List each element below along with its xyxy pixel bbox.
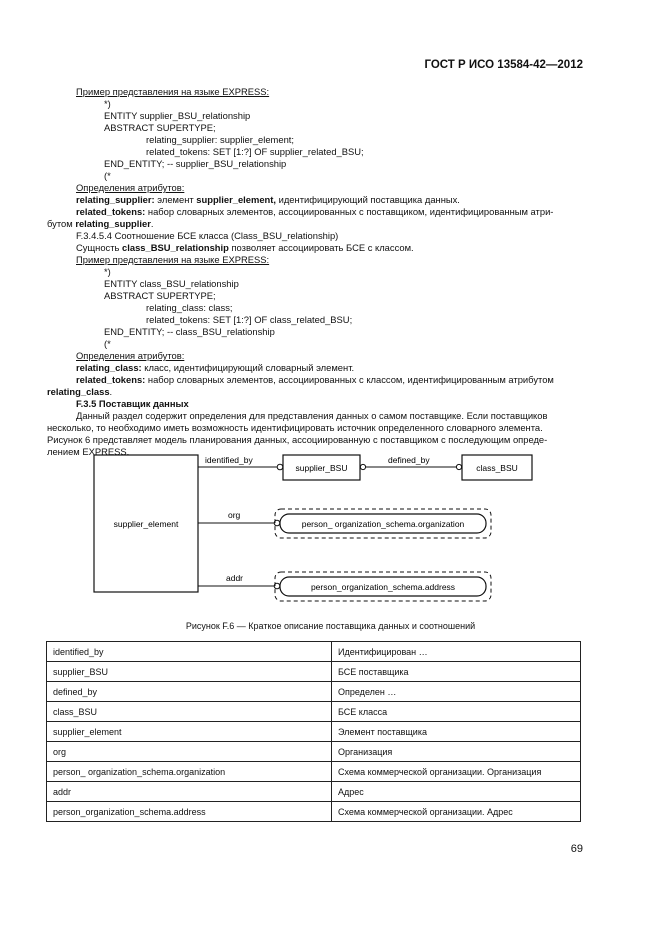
code-line: relating_supplier: supplier_element; xyxy=(146,134,295,145)
example-heading: Пример представления на языке EXPRESS: xyxy=(76,254,270,265)
code-line: relating_class: class; xyxy=(146,302,233,313)
term-cell: org xyxy=(47,742,332,762)
org-label: org xyxy=(228,510,241,520)
attr-text: . xyxy=(150,218,154,229)
attr-term: related_tokens: xyxy=(76,374,146,385)
section-heading: F.3.4.5.4 Соотношение БСЕ класса (Class_BSU_relationship) xyxy=(76,230,339,241)
table-row xyxy=(47,762,581,782)
code-line: *) xyxy=(104,266,111,277)
table-row xyxy=(47,722,581,742)
term-cell: class_BSU xyxy=(47,702,332,722)
document-header: ГОСТ Р ИСО 13584-42—2012 xyxy=(424,59,583,71)
attr-term: relating_supplier: xyxy=(76,194,155,205)
table-row xyxy=(47,702,581,722)
translation-cell: Организация xyxy=(332,742,581,762)
defined-by-label: defined_by xyxy=(388,455,430,465)
translation-cell: Адрес xyxy=(332,782,581,802)
code-line: END_ENTITY; -- supplier_BSU_relationship xyxy=(104,158,287,169)
paragraph-line: лением EXPRESS. xyxy=(47,446,130,457)
entity-name: class_BSU_relationship xyxy=(122,242,229,253)
code-line: ABSTRACT SUPERTYPE; xyxy=(104,122,216,133)
supplier-element-label: supplier_element xyxy=(113,519,179,529)
translation-cell: Схема коммерческой организации. Адрес xyxy=(332,802,581,822)
translation-cell: Элемент поставщика xyxy=(332,722,581,742)
term-cell: person_organization_schema.address xyxy=(47,802,332,822)
page-number: 69 xyxy=(570,843,583,855)
code-line: *) xyxy=(104,98,111,109)
attr-text: набор словарных элементов, ассоциированных с поставщиком, идентифицированным атри- xyxy=(145,206,554,217)
term-cell: supplier_element xyxy=(47,722,332,742)
code-line: (* xyxy=(104,338,111,349)
organization-ref-label: person_ organization_schema.organization xyxy=(301,519,465,529)
section-heading: F.3.5 Поставщик данных xyxy=(76,398,189,409)
attr-text: идентифицирующий поставщика данных. xyxy=(276,194,460,205)
paragraph-line: Данный раздел содержит определения для представления данных о самом поставщике. Если поставщиков xyxy=(76,410,548,421)
translation-cell: БСЕ класса xyxy=(332,702,581,722)
attr-ref: relating_class xyxy=(47,386,110,397)
translation-cell: Идентифицирован … xyxy=(332,642,581,662)
code-line: (* xyxy=(104,170,111,181)
table-row xyxy=(47,682,581,702)
intro-text: позволяет ассоциировать БСЕ с классом. xyxy=(228,242,414,253)
attr-text: элемент xyxy=(154,194,197,205)
term-cell: person_ organization_schema.organization xyxy=(47,762,332,782)
attr-text: класс, идентифицирующий словарный элемент. xyxy=(141,362,355,373)
attr-text: . xyxy=(109,386,113,397)
table-row xyxy=(47,642,581,662)
term-cell: identified_by xyxy=(47,642,332,662)
attr-text: бутом xyxy=(47,218,76,229)
table-row xyxy=(47,742,581,762)
code-line: ENTITY supplier_BSU_relationship xyxy=(104,110,251,121)
attr-ref: relating_supplier xyxy=(75,218,151,229)
code-line: related_tokens: SET [1:?] OF class_related_BSU; xyxy=(146,314,353,325)
code-line: related_tokens: SET [1:?] OF supplier_related_BSU; xyxy=(146,146,364,157)
attr-heading: Определения атрибутов: xyxy=(76,182,185,193)
translation-cell: Определен … xyxy=(332,682,581,702)
defined-by-end-circle xyxy=(456,464,461,469)
example-heading: Пример представления на языке EXPRESS: xyxy=(76,86,270,97)
table-row xyxy=(47,802,581,822)
figure-caption: Рисунок F.6 — Краткое описание поставщика данных и соотношений xyxy=(185,621,476,631)
address-ref-label: person_organization_schema.address xyxy=(310,582,456,592)
attr-term: relating_class: xyxy=(76,362,142,373)
identified-by-label: identified_by xyxy=(205,455,253,465)
code-line: ENTITY class_BSU_relationship xyxy=(104,278,239,289)
term-cell: addr xyxy=(47,782,332,802)
addr-label: addr xyxy=(226,573,244,583)
attr-term: related_tokens: xyxy=(76,206,146,217)
translation-cell: Схема коммерческой организации. Организация xyxy=(332,762,581,782)
term-cell: defined_by xyxy=(47,682,332,702)
code-line: ABSTRACT SUPERTYPE; xyxy=(104,290,216,301)
terms-table xyxy=(46,641,581,822)
term-cell: supplier_BSU xyxy=(47,662,332,682)
intro-text: Сущность xyxy=(76,242,123,253)
code-line: END_ENTITY; -- class_BSU_relationship xyxy=(104,326,275,337)
attr-heading: Определения атрибутов: xyxy=(76,350,185,361)
attr-text: набор словарных элементов, ассоциированных с классом, идентифицированным атрибутом xyxy=(145,374,554,385)
supplier-bsu-label: supplier_BSU xyxy=(295,463,348,473)
table-row xyxy=(47,662,581,682)
table-row xyxy=(47,782,581,802)
paragraph-line: несколько, то необходимо иметь возможность идентифицировать источник определенного словарного элемента. xyxy=(47,422,543,433)
translation-cell: БСЕ поставщика xyxy=(332,662,581,682)
class-bsu-label: class_BSU xyxy=(476,463,518,473)
attr-ref: supplier_element, xyxy=(196,194,276,205)
defined-by-start-circle xyxy=(360,464,365,469)
identified-by-end-circle xyxy=(277,464,283,470)
paragraph-line: Рисунок 6 представляет модель планирования данных, ассоциированную с поставщиком с последующим опреде- xyxy=(47,434,548,445)
